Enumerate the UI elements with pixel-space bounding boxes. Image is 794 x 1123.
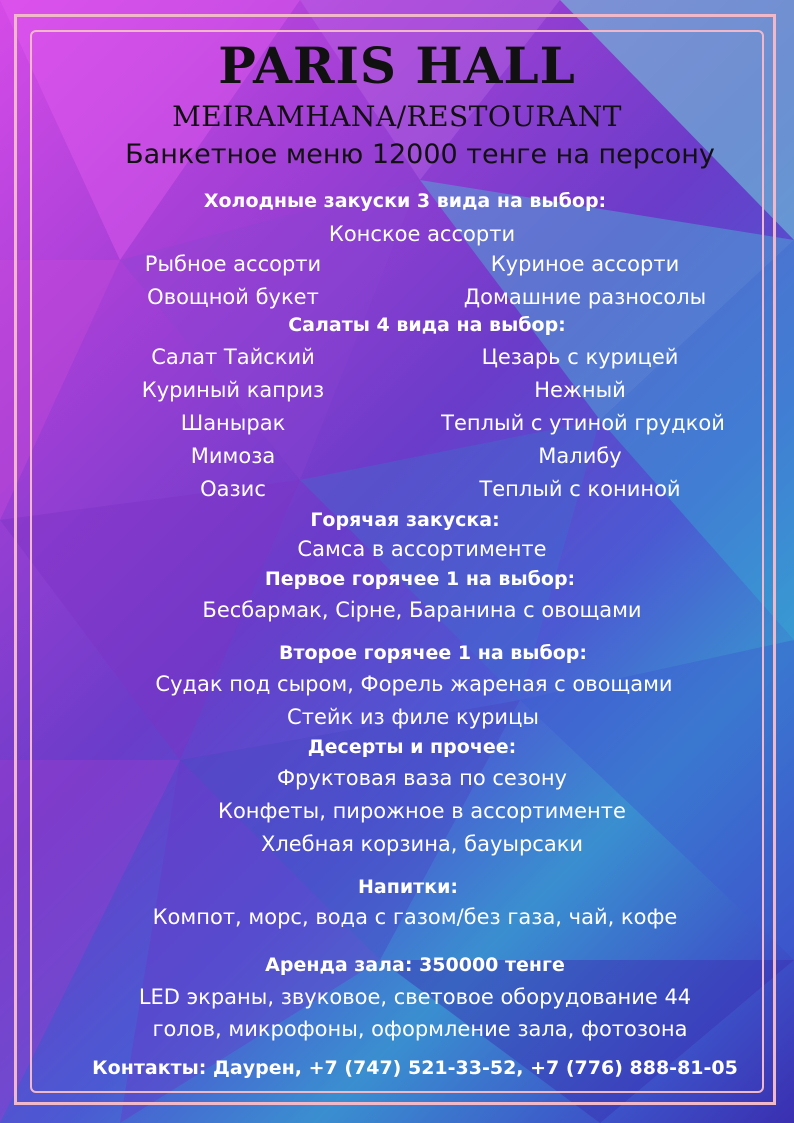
cold-starters-right-item: Домашние разносолы: [463, 285, 707, 309]
second-hot-item: Судак под сыром, Форель жареная с овощами: [155, 672, 673, 696]
first-hot-item: Бесбармак, Сірне, Баранина с овощами: [202, 598, 642, 622]
salads-left-item: Мимоза: [190, 444, 276, 468]
drinks-heading: Напитки:: [358, 876, 458, 898]
page-title: PARIS HALL: [218, 36, 576, 95]
cold-starters-left-item: Овощной букет: [147, 285, 319, 309]
second-hot-heading: Второе горячее 1 на выбор:: [278, 642, 588, 664]
salads-right-item: Теплый с кониной: [479, 477, 681, 501]
hall-rent-heading: Аренда зала: 350000 тенге: [265, 954, 565, 976]
hot-starter-item: Самса в ассортименте: [297, 537, 547, 561]
second-hot-item: Стейк из филе курицы: [287, 705, 539, 729]
salads-heading: Салаты 4 вида на выбор:: [288, 314, 566, 336]
dessert-item: Конфеты, пирожное в ассортименте: [218, 799, 626, 823]
first-hot-heading: Первое горячее 1 на выбор:: [264, 568, 576, 590]
salads-left-item: Оазис: [200, 477, 266, 501]
cold-starters-left-item: Рыбное ассорти: [144, 252, 322, 276]
salads-right-item: Теплый с утиной грудкой: [441, 411, 725, 435]
salads-left-item: Салат Тайский: [151, 345, 315, 369]
hall-rent-line: LED экраны, звуковое, световое оборудование 44: [138, 985, 692, 1009]
hall-rent-line: голов, микрофоны, оформление зала, фотозона: [152, 1017, 688, 1041]
salads-right-item: Малибу: [538, 444, 622, 468]
salads-left-item: Куриный каприз: [141, 378, 325, 402]
page-subtitle: MEIRAMHANA/RESTOURANT: [172, 100, 622, 133]
dessert-item: Хлебная корзина, бауырсаки: [260, 832, 584, 856]
dessert-item: Фруктовая ваза по сезону: [276, 766, 567, 790]
drinks-item: Компот, морс, вода с газом/без газа, чай, кофе: [152, 905, 678, 929]
salads-right-item: Цезарь с курицей: [481, 345, 679, 369]
desserts-heading: Десерты и прочее:: [307, 736, 517, 758]
hot-starter-heading: Горячая закуска:: [310, 509, 500, 531]
price-line: Банкетное меню 12000 тенге на персону: [125, 139, 715, 170]
cold-starters-center-item: Конское ассорти: [328, 222, 516, 246]
salads-right-item: Нежный: [534, 378, 626, 402]
contacts-line: Контакты: Даурен, +7 (747) 521-33-52, +7 (776) 888-81-05: [92, 1057, 738, 1079]
cold-starters-heading: Холодные закуски 3 вида на выбор:: [203, 190, 607, 212]
salads-left-item: Шанырак: [180, 411, 286, 435]
cold-starters-right-item: Куриное ассорти: [490, 252, 680, 276]
